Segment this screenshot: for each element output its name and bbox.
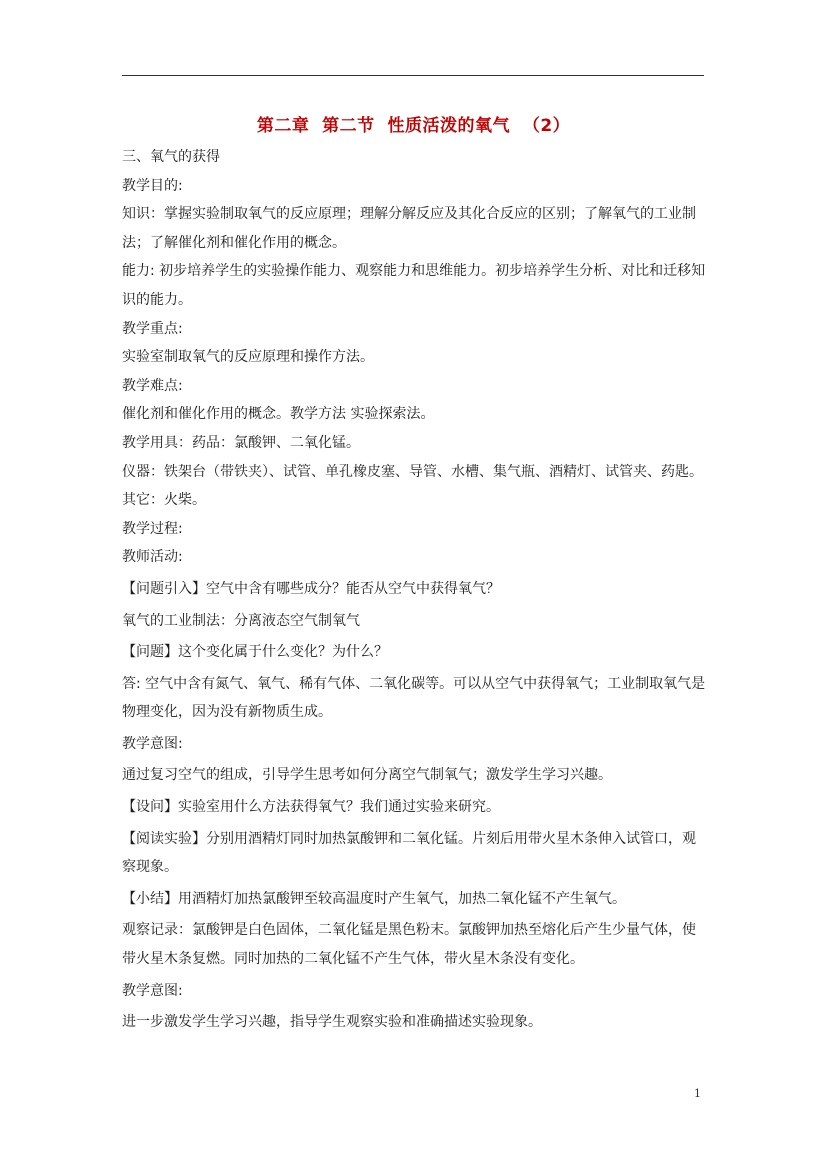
paragraph: 教学难点: (122, 377, 183, 394)
paragraph: 教师活动: (122, 549, 183, 566)
paragraph: 【设问】实验室用什么方法获得氧气？我们通过实验来研究。 (122, 799, 500, 816)
section-heading: 三、氧气的获得 (122, 149, 220, 165)
paragraph: 【阅读实验】分别用酒精灯同时加热氯酸钾和二氧化锰。片刻后用带火星木条伸入试管口，观察现象。 (122, 830, 696, 876)
paragraph: 教学用具：药品：氯酸钾、二氧化锰。 (122, 434, 360, 451)
paragraph: 教学过程: (122, 520, 183, 537)
paragraph: 实验室制取氧气的反应原理和操作方法。 (122, 349, 374, 366)
header-rule (122, 75, 704, 76)
paragraph: 能力: 初步培养学生的实验操作能力、观察能力和思维能力。初步培养学生分析、对比和迁移知识的能力。 (122, 263, 706, 308)
paragraph: 【问题】这个变化属于什么变化？为什么？ (122, 644, 388, 661)
paragraph: 教学意图: (122, 735, 183, 752)
paragraph: 教学目的: (122, 177, 183, 194)
paragraph: 观察记录：氯酸钾是白色固体，二氧化锰是黑色粉末。氯酸钾加热至熔化后产生少量气体，使带火星木条复燃。同时加热的二氧化锰不产生气体，带火星木条没有变化。 (122, 922, 696, 968)
paragraph: 氧气的工业制法：分离液态空气制氧气 (122, 612, 360, 629)
paragraph: 教学意图: (122, 982, 183, 999)
body-text (122, 143, 706, 1037)
paragraph: 【问题引入】空气中含有哪些成分？能否从空气中获得氧气？ (122, 580, 500, 597)
paragraph: 教学重点: (122, 320, 183, 337)
paragraph: 答: 空气中含有氮气、氧气、稀有气体、二氧化碳等。可以从空气中获得氧气；工业制取氧气是物理变化，因为没有新物质生成。 (122, 675, 706, 721)
page-number: 1 (694, 1087, 701, 1100)
paragraph: 仪器：铁架台（带铁夹）、试管、单孔橡皮塞、导管、水槽、集气瓶、酒精灯、试管夹、药匙。其它：火柴。 (122, 463, 703, 509)
paragraph: 催化剂和催化作用的概念。教学方法 实验探索法。 (122, 406, 435, 423)
page-title: 第二章 第二节 性质活泼的氧气 （2） (256, 116, 571, 136)
paragraph: 【小结】用酒精灯加热氯酸钾至较高温度时产生氧气，加热二氧化锰不产生氧气。 (122, 890, 626, 907)
paragraph: 知识：掌握实验制取氧气的反应原理；理解分解反应及其化合反应的区别；了解氧气的工业制法；了解催化剂和催化作用的概念。 (122, 206, 696, 251)
paragraph: 通过复习空气的组成，引导学生思考如何分离空气制氧气；激发学生学习兴趣。 (122, 767, 612, 784)
paragraph: 进一步激发学生学习兴趣，指导学生观察实验和准确描述实验现象。 (122, 1014, 542, 1031)
